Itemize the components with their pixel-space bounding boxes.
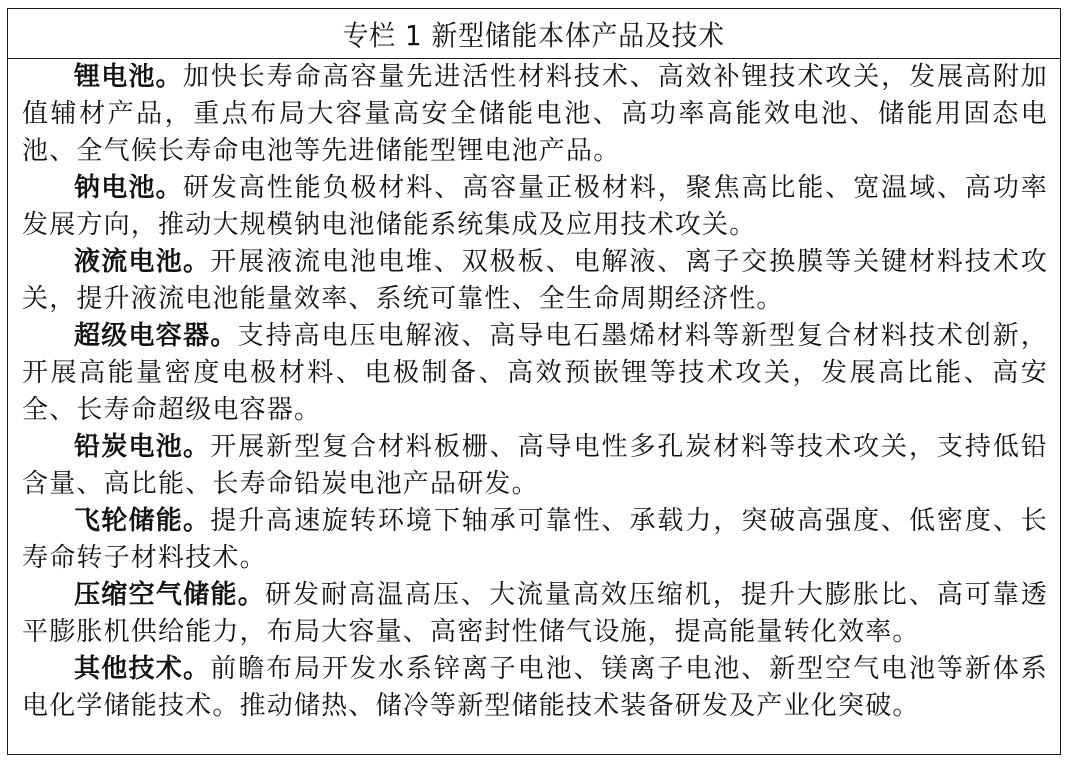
column-header [8,9,1060,59]
section-text: 开展新型复合材料板栅、高导电性多孔炭材料等技术攻关，支持低铅含量、高比能、长寿命铅炭电池产品研发。 [22,432,1048,499]
section-other-technologies [22,651,1048,725]
section-lithium-battery [22,59,1048,170]
column-content [8,59,1060,725]
section-lead-carbon-battery [22,429,1048,503]
section-keyword: 其他技术。 [74,654,211,684]
section-flywheel-storage [22,503,1048,577]
section-flow-battery [22,244,1048,318]
section-compressed-air-storage [22,577,1048,651]
section-keyword: 压缩空气储能。 [74,580,266,610]
section-keyword: 超级电容器。 [74,321,238,351]
column-title: 专栏 1 新型储能本体产品及技术 [342,18,726,52]
section-supercapacitor [22,318,1048,429]
section-keyword: 铅炭电池。 [74,432,211,462]
section-text: 提升高速旋转环境下轴承可靠性、承载力，突破高强度、低密度、长寿命转子材料技术。 [22,506,1048,573]
section-sodium-battery [22,170,1048,244]
section-keyword: 锂电池。 [74,62,183,92]
section-text: 研发高性能负极材料、高容量正极材料，聚焦高比能、宽温域、高功率发展方向，推动大规模钠电池储能系统集成及应用技术攻关。 [22,173,1048,240]
section-keyword: 飞轮储能。 [74,506,211,536]
section-text: 支持高电压电解液、高导电石墨烯材料等新型复合材料技术创新，开展高能量密度电极材料、电极制备、高效预嵌锂等技术攻关，发展高比能、高安全、长寿命超级电容器。 [22,321,1048,425]
section-keyword: 钠电池。 [74,173,183,203]
column-box [7,8,1061,755]
section-text: 研发耐高温高压、大流量高效压缩机，提升大膨胀比、高可靠透平膨胀机供给能力，布局大容量、高密封性储气设施，提高能量转化效率。 [22,580,1048,647]
section-keyword: 液流电池。 [74,247,211,277]
section-text: 开展液流电池电堆、双极板、电解液、离子交换膜等关键材料技术攻关，提升液流电池能量效率、系统可靠性、全生命周期经济性。 [22,247,1048,314]
section-text: 前瞻布局开发水系锌离子电池、镁离子电池、新型空气电池等新体系电化学储能技术。推动储热、储冷等新型储能技术装备研发及产业化突破。 [22,654,1048,721]
section-text: 加快长寿命高容量先进活性材料技术、高效补锂技术攻关，发展高附加值辅材产品，重点布局大容量高安全储能电池、高功率高能效电池、储能用固态电池、全气候长寿命电池等先进储能型锂电池产品。 [22,62,1048,166]
